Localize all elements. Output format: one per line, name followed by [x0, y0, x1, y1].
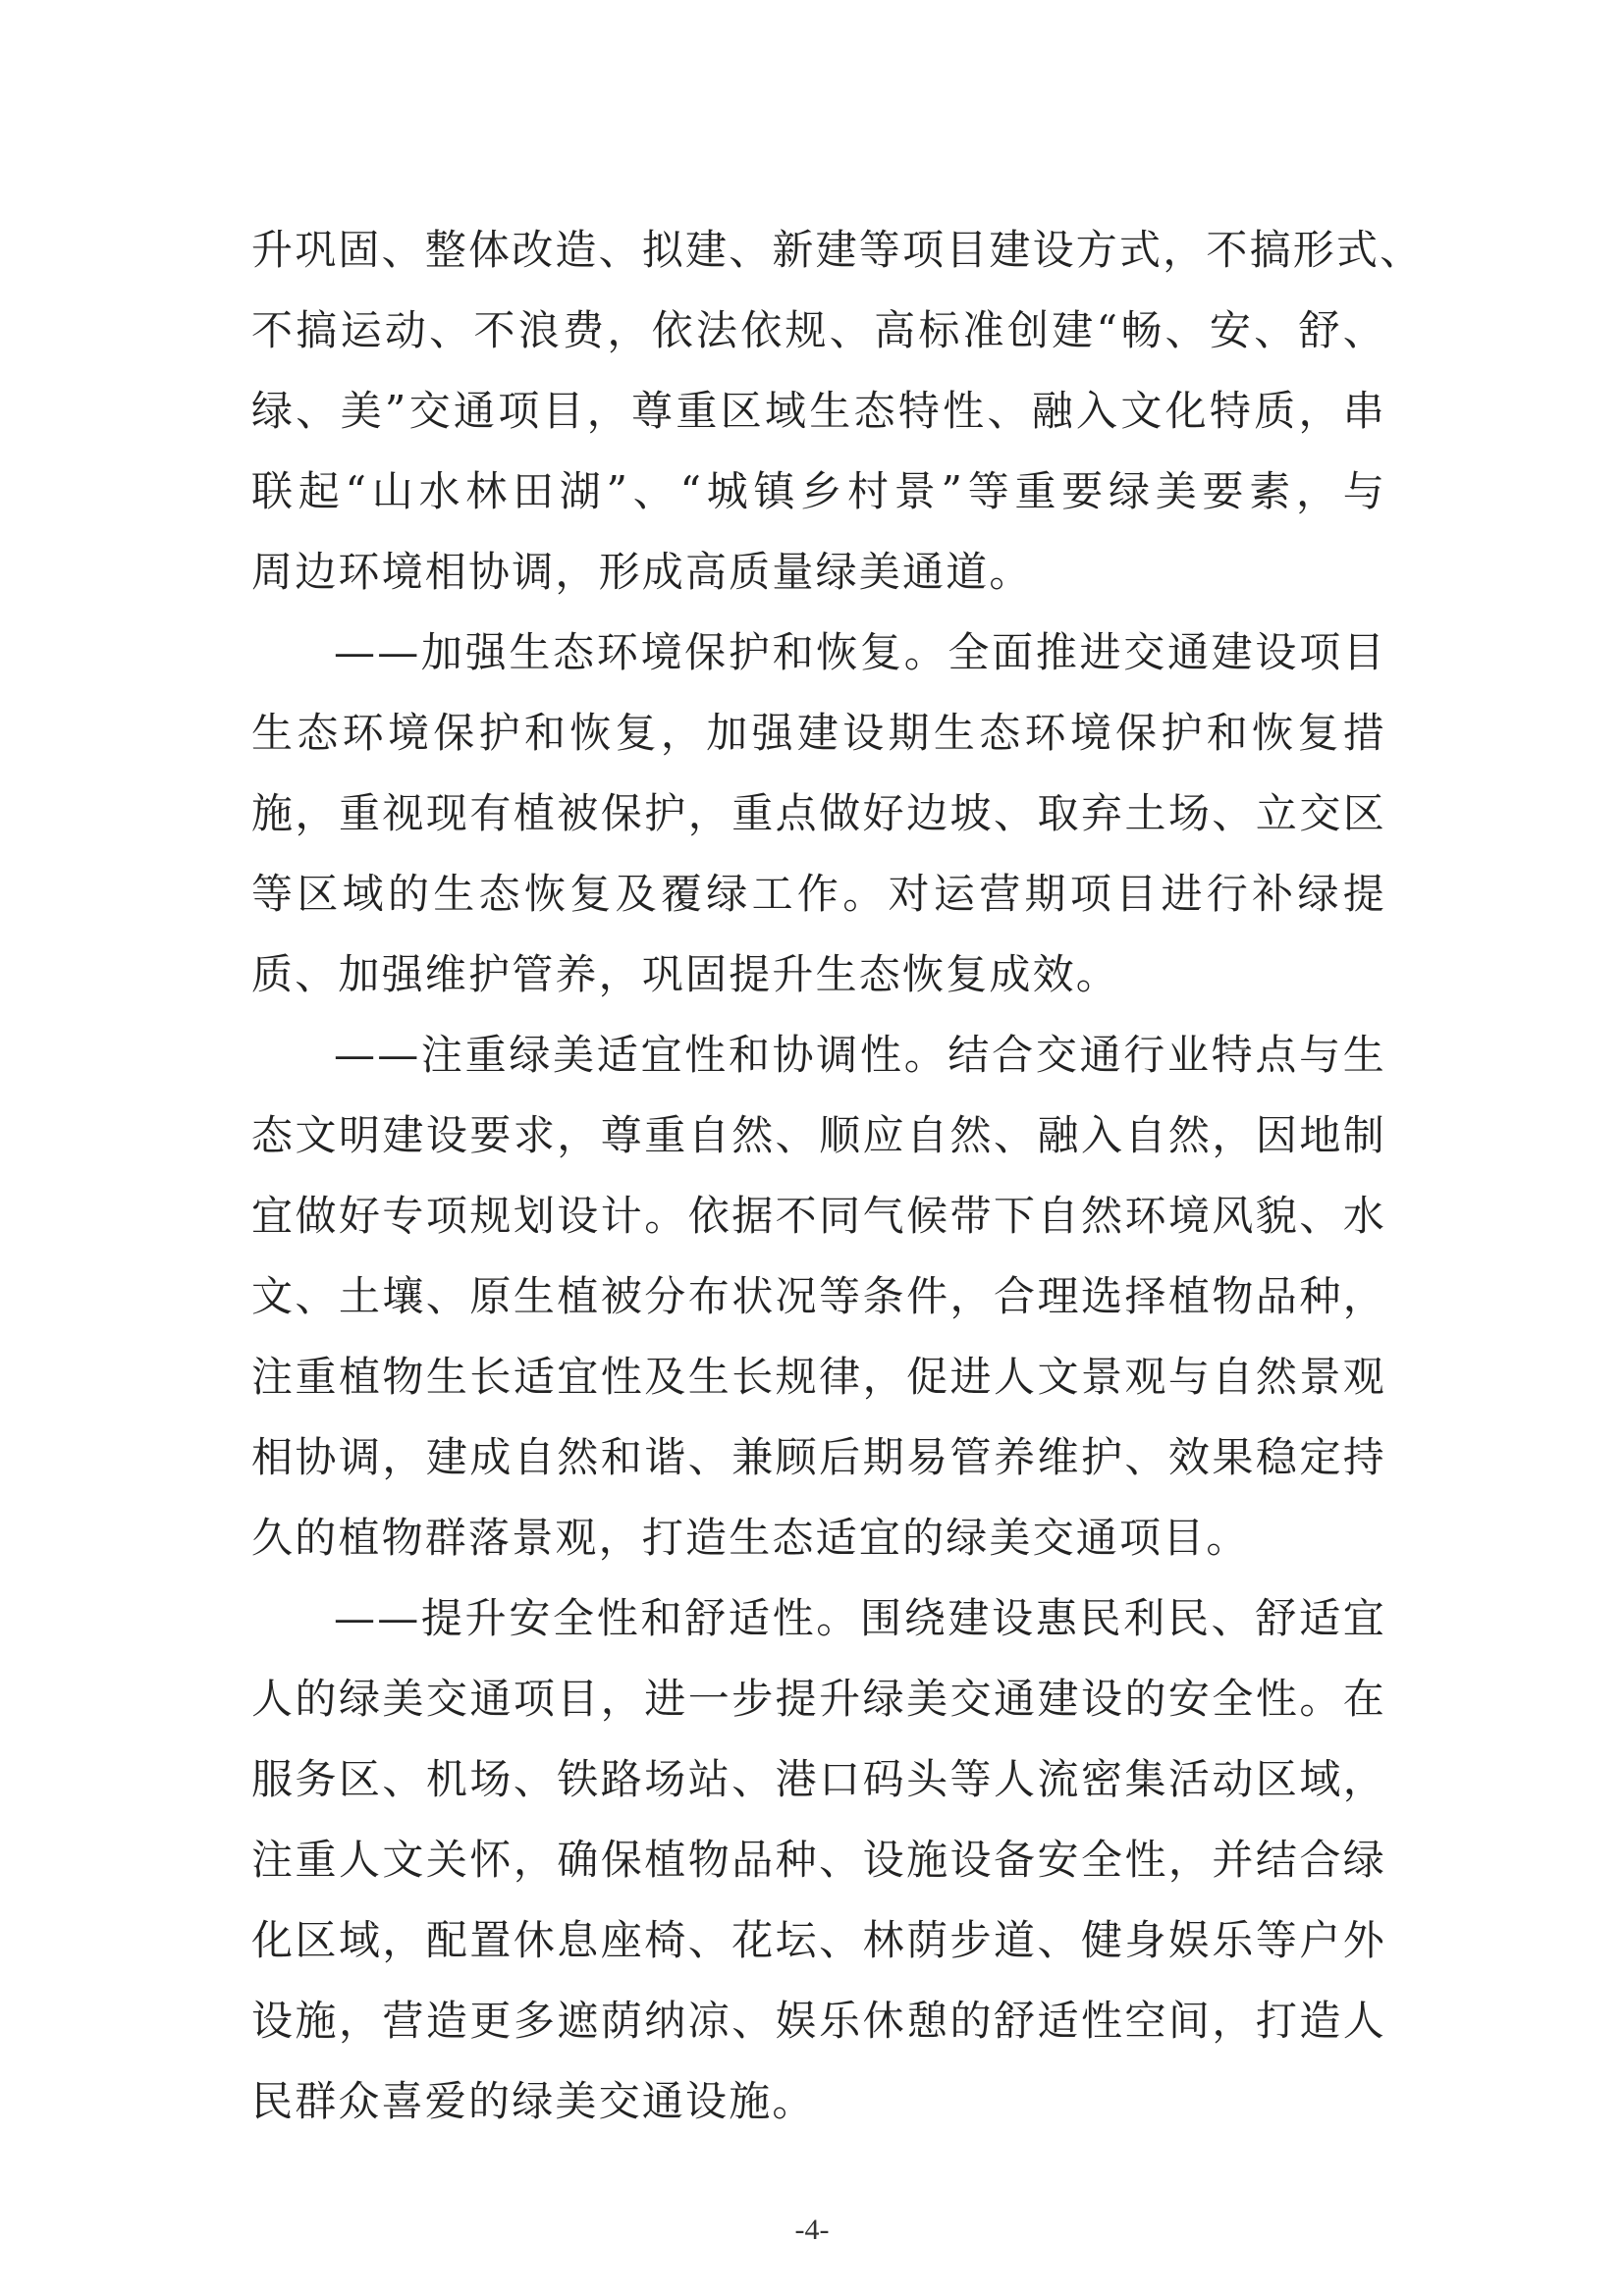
text-line: 升巩固、整体改造、拟建、新建等项目建设方式，不搞形式、: [251, 226, 1424, 274]
text-line: 人的绿美交通项目，进一步提升绿美交通建设的安全性。在: [251, 1675, 1386, 1723]
text-line: 等区域的生态恢复及覆绿工作。对运营期项目进行补绿提: [251, 870, 1386, 918]
text-line: 注重植物生长适宜性及生长规律，促进人文景观与自然景观: [251, 1353, 1386, 1401]
text-line: 不搞运动、不浪费，依法依规、高标准创建“畅、安、舒、: [251, 306, 1386, 354]
text-line: 文、土壤、原生植被分布状况等条件，合理选择植物品种，: [251, 1272, 1386, 1320]
paragraph-ecological-protection: [251, 613, 1386, 1015]
text-line: ——注重绿美适宜性和协调性。结合交通行业特点与生: [334, 1031, 1386, 1079]
paragraph-safety-comfort: [251, 1578, 1386, 2142]
text-line: 施，重视现有植被保护，重点做好边坡、取弃土场、立交区: [251, 789, 1386, 837]
page-number: -4-: [794, 2214, 830, 2246]
text-line: 注重人文关怀，确保植物品种、设施设备安全性，并结合绿: [251, 1836, 1386, 1884]
text-line: 绿、美”交通项目，尊重区域生态特性、融入文化特质，串: [251, 387, 1386, 435]
text-line: ——提升安全性和舒适性。围绕建设惠民利民、舒适宜: [334, 1594, 1386, 1642]
body-text: [251, 210, 1424, 2142]
text-line: 设施，营造更多遮荫纳凉、娱乐休憩的舒适性空间，打造人: [251, 1997, 1386, 2045]
text-line: 相协调，建成自然和谐、兼顾后期易管养维护、效果稳定持: [251, 1433, 1386, 1481]
text-line: 态文明建设要求，尊重自然、顺应自然、融入自然，因地制: [251, 1111, 1386, 1159]
text-line: 联起“山水林田湖”、“城镇乡村景”等重要绿美要素，与: [251, 467, 1386, 515]
text-line: 服务区、机场、铁路场站、港口码头等人流密集活动区域，: [251, 1755, 1386, 1803]
text-line: 宜做好专项规划设计。依据不同气候带下自然环境风貌、水: [251, 1192, 1386, 1240]
text-line: 质、加强维护管养，巩固提升生态恢复成效。: [251, 950, 1120, 998]
text-line: 久的植物群落景观，打造生态适宜的绿美交通项目。: [251, 1514, 1250, 1562]
text-line: 生态环境保护和恢复，加强建设期生态环境保护和恢复措: [251, 709, 1386, 757]
paragraph-suitability: [251, 1015, 1386, 1578]
text-line: 化区域，配置休息座椅、花坛、林荫步道、健身娱乐等户外: [251, 1916, 1386, 1964]
text-line: ——加强生态环境保护和恢复。全面推进交通建设项目: [334, 628, 1386, 676]
text-line: 周边环境相协调，形成高质量绿美通道。: [251, 548, 1033, 596]
text-line: 民群众喜爱的绿美交通设施。: [251, 2077, 816, 2125]
paragraph-continuation: [251, 210, 1424, 613]
